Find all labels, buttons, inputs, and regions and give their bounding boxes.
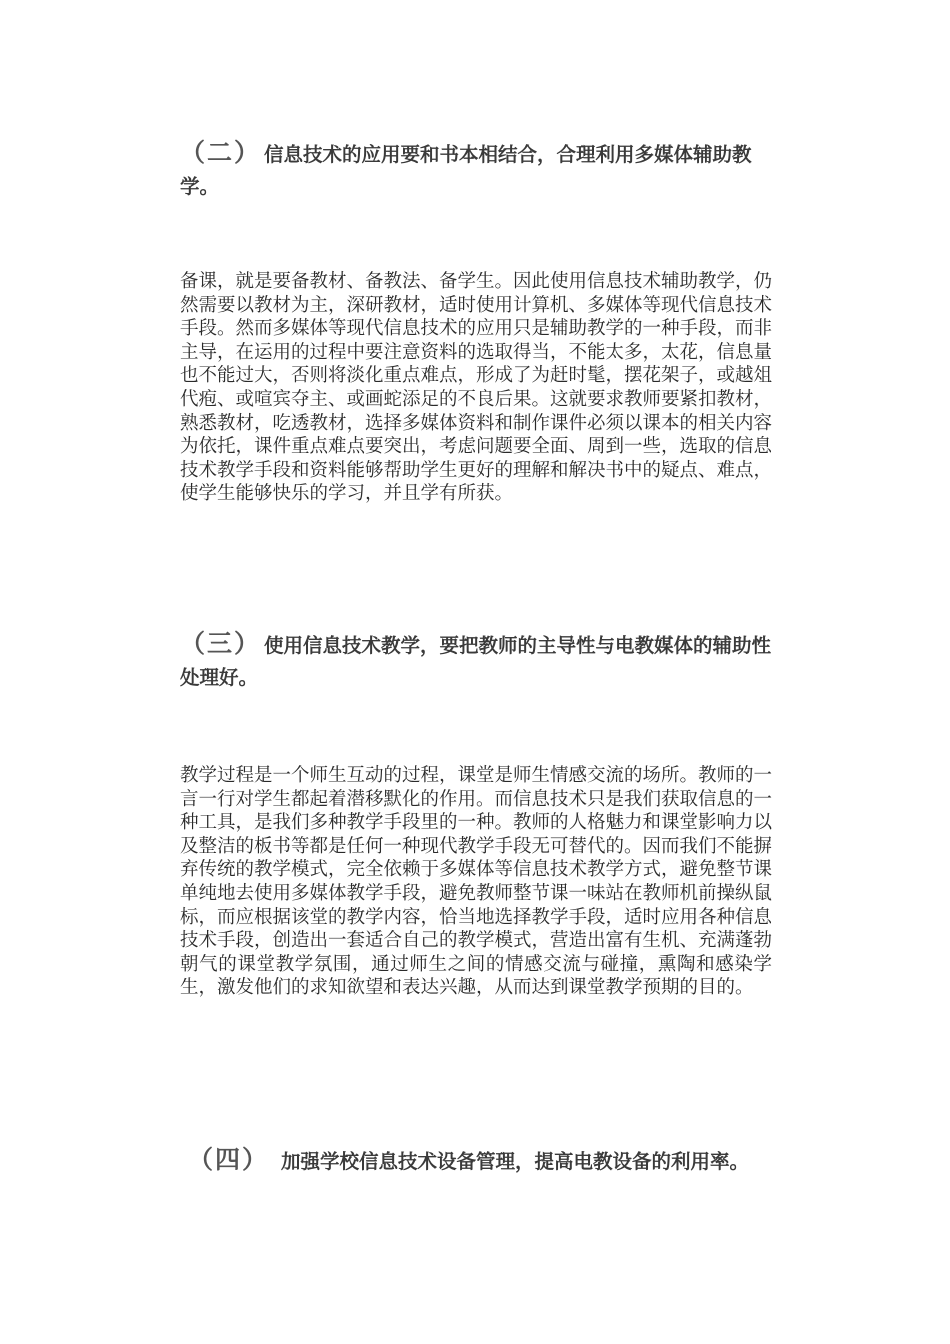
section-paragraph-3: 教学过程是一个师生互动的过程，课堂是师生情感交流的场所。教师的一言一行对学生都起着潜移默化的作用。而信息技术只是我们获取信息的一种工具，是我们多种教学手段里的一种。教师的人格魅力和课堂影响力以及整洁的板书等都是任何一种现代教学手段无可替代的。因而我们不能摒弃传统的教学模式，完全依赖于多媒体等信息技术教学方式，避免整节课单纯地去使用多媒体教学手段，避免教师整节课一味站在教师机前操纵鼠标，而应根据该堂的教学内容，恰当地选择教学手段，适时应用各种信息技术手段，创造出一套适合自己的教学模式，营造出富有生机、充满蓬勃朝气的课堂教学氛围，通过师生之间的情感交流与碰撞，熏陶和感染学生，激发他们的求知欲望和表达兴趣，从而达到课堂教学预期的目的。 <box>180 765 773 999</box>
section-title: 加强学校信息技术设备管理，提高电教设备的利用率。 <box>281 1150 750 1173</box>
section-heading-3 <box>180 628 780 694</box>
section-title: 使用信息技术教学，要把教师的主导性与电教媒体的辅助性处理好。 <box>180 634 772 689</box>
section-number: （四） <box>188 1145 270 1174</box>
section-number: （二） <box>180 138 262 167</box>
section-heading-4 <box>188 1144 808 1178</box>
section-paragraph-2: 备课，就是要备教材、备教法、备学生。因此使用信息技术辅助教学，仍然需要以教材为主，深研教材，适时使用计算机、多媒体等现代信息技术手段。然而多媒体等现代信息技术的应用只是辅助教学的一种手段，而非主导，在运用的过程中要注意资料的选取得当，不能太多，太花，信息量也不能过大，否则将淡化重点难点，形成了为赶时髦，摆花架子，或越俎代疱、或喧宾夺主、或画蛇添足的不良后果。这就要求教师要紧扣教材，熟悉教材，吃透教材，选择多媒体资料和制作课件必须以课本的相关内容为依托，课件重点难点要突出，考虑问题要全面、周到一些，选取的信息技术教学手段和资料能够帮助学生更好的理解和解决书中的疑点、难点，使学生能够快乐的学习，并且学有所获。 <box>180 271 773 505</box>
section-heading-2 <box>180 137 780 203</box>
section-title: 信息技术的应用要和书本相结合，合理利用多媒体辅助教学。 <box>180 143 752 198</box>
section-number: （三） <box>180 629 262 658</box>
